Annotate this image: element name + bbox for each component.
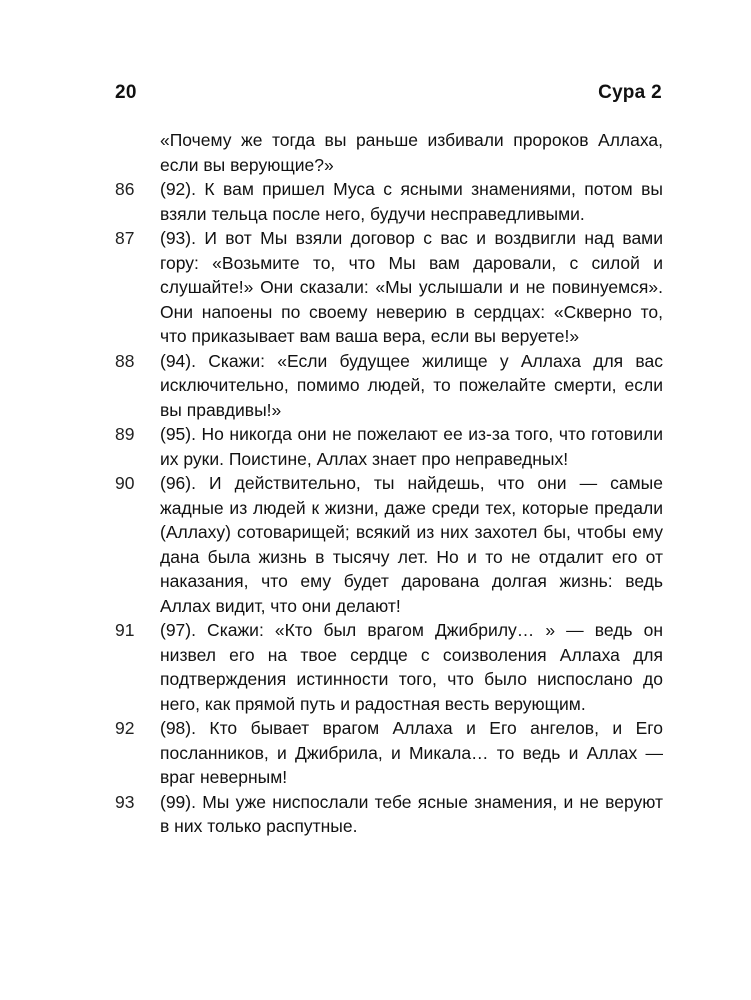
- verse-text: (97). Скажи: «Кто был врагом Джибрилу… » — ведь он низвел его на твое сердце с соизволения Аллаха для подтверждения истинности того, что было ниспослано до него, как прямой путь и радостная весть верующим.: [160, 620, 663, 714]
- verse-90: [115, 471, 663, 618]
- running-title: Сура 2: [598, 82, 662, 103]
- page-body: [115, 128, 663, 839]
- verse-number: 87: [115, 228, 135, 248]
- verse-91: [115, 618, 663, 716]
- page-header: [115, 82, 662, 106]
- verse-number: 88: [115, 350, 135, 371]
- verse-86: [115, 177, 663, 226]
- verse-text: (96). И действительно, ты найдешь, что они — самые жадные из людей к жизни, даже среди тех, которые предали (Аллаху) сотоварищей; всякий из них захотел бы, чтобы ему дана была жизнь в тысячу лет. Но и то не отдалит его от наказания, что ему будет дарована долгая жизнь: ведь Аллах видит, что они делают!: [160, 473, 663, 616]
- verse-92: [115, 716, 663, 790]
- verse-87: [115, 226, 663, 349]
- verse-number: 86: [115, 179, 135, 199]
- verse-number: 93: [115, 791, 135, 812]
- verse-89: [115, 422, 663, 471]
- continuation-paragraph: [115, 128, 663, 177]
- verse-text: (92). К вам пришел Муса с ясными знамениями, потом вы взяли тельца после него, будучи несправедливыми.: [160, 179, 663, 224]
- verse-text: (99). Мы уже ниспослали тебе ясные знамения, и не веруют в них только распутные.: [160, 791, 663, 836]
- verse-number: 91: [115, 620, 135, 640]
- verse-text: (93). И вот Мы взяли договор с вас и воздвигли над вами гору: «Возьмите то, что Мы вам даровали, с силой и слушайте!» Они сказали: «Мы услышали и не повинуемся». Они напоены по своему неверию в сердцах: «Скверно то, что приказывает вам ваша вера, если вы веруете!»: [160, 228, 663, 346]
- verse-number: 90: [115, 473, 135, 493]
- verse-number: 89: [115, 424, 135, 444]
- page-number: 20: [115, 82, 137, 103]
- verse-88: [115, 349, 663, 423]
- verse-text: (98). Кто бывает врагом Аллаха и Его ангелов, и Его посланников, и Джибрила, и Микала… то ведь и Аллах — враг неверным!: [160, 718, 663, 787]
- continuation-text: «Почему же тогда вы раньше избивали пророков Аллаха, если вы верующие?»: [160, 130, 663, 175]
- verse-number: 92: [115, 718, 135, 738]
- verse-text: (95). Но никогда они не пожелают ее из-за того, что готовили их руки. Поистине, Аллах знает про неправедных!: [160, 424, 663, 469]
- verse-93: [115, 790, 663, 839]
- verse-text: (94). Скажи: «Если будущее жилище у Аллаха для вас исключительно, помимо людей, то пожелайте смерти, если вы правдивы!»: [160, 350, 663, 420]
